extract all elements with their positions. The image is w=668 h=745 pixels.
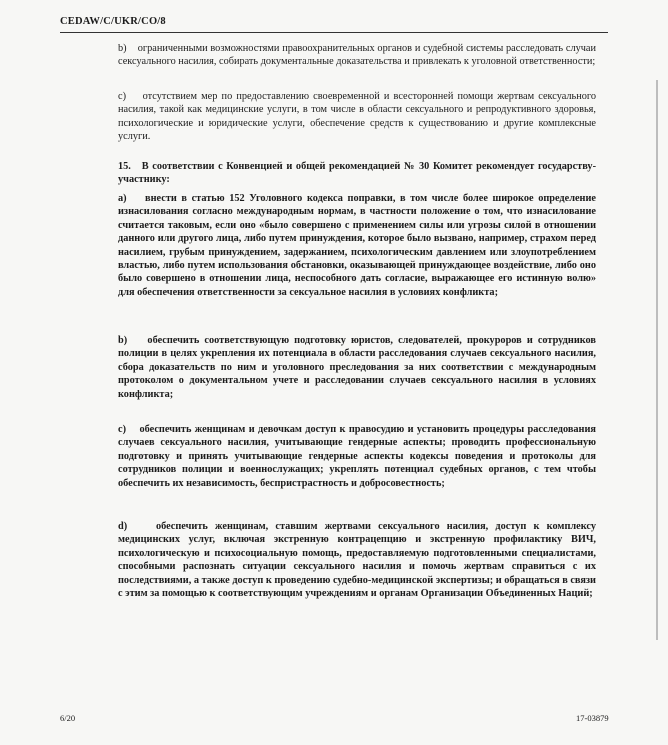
recommendation-a: а) внести в статью 152 Уголовного кодекса поправки, в том числе более широкое определение изнасилования согласно международным нормам, в частности положение о том, что изнасилование считается таковым, если оно «было совершено с применением силы или угрозы силой в отношении данного или другого лица, либо путем принуждения, которое было вызвано, например, страхом перед насилием, грубым принуждением, задержанием, психологическим давлением или злоупотреблением властью, либо путем использования обстановки, оказывающей принуждающее воздействие, либо оно было совершено в отношении лица, неспособного дать согласие, выражающее его истинную волю» для обеспечения ответственности за сексуальное насилия в условиях конфликта; bbox=[118, 193, 596, 298]
header-rule bbox=[60, 32, 608, 33]
recommendation-d: d) обеспечить женщинам, ставшим жертвами сексуального насилия, доступ к комплексу медицинских услуг, включая экстренную контрацепцию и экстренную профилактику ВИЧ, психологическую и психосоциальную помощь, предоставляемую подготовленными специалистами, способными распознать ситуации сексуального насилия и помочь жертвам справиться с их последствиями, а также доступ к проведению судебно-медицинской экспертизы; и обращаться в связи с этим за помощью к соответствующим учреждениям и органам Организации Объединенных Наций; bbox=[118, 521, 596, 600]
paragraph-15: 15. В соответствии с Конвенцией и общей рекомендацией № 30 Комитет рекомендует государству-участнику: bbox=[118, 161, 596, 186]
paragraph-b-intro: b) ограниченными возможностями правоохранительных органов и судебной системы расследовать случаи сексуального насилия, собирать документальные доказательства и привлекать к уголовной ответственности; bbox=[118, 43, 596, 68]
document-symbol: CEDAW/C/UKR/CO/8 bbox=[60, 16, 166, 27]
document-code: 17-03879 bbox=[576, 713, 609, 723]
paragraph-c-intro: c) отсутствием мер по предоставлению своевременной и всесторонней помощи жертвам сексуального насилия, такой как медицинские услуги, в том числе в области сексуального и репродуктивного здоровья, психологические и юридические услуги, обеспечение средств к существованию и другие комплексные услуги. bbox=[118, 91, 596, 143]
recommendation-c: c) обеспечить женщинам и девочкам доступ к правосудию и установить процедуры расследования случаев сексуального насилия, учитывающие гендерные аспекты; проводить профессиональную подготовку и принять учитывающие гендерные аспекты кодексы поведения и протоколы для сотрудников полиции и военнослужащих; укреплять потенциал судебных органов, с тем чтобы обеспечить их независимость, беспристрастность и добросовестность; bbox=[118, 424, 596, 489]
page-number: 6/20 bbox=[60, 713, 76, 723]
scan-edge-shadow bbox=[656, 80, 658, 640]
recommendation-b: b) обеспечить соответствующую подготовку юристов, следователей, прокуроров и сотрудников полиции в целях укрепления их потенциала в области расследования случаев сексуального насилия, сбора доказательств по ним и уголовного преследования за них соответствии с международным протоколом о документальном учете и расследовании случаев сексуального насилия в условиях конфликта; bbox=[118, 335, 596, 400]
